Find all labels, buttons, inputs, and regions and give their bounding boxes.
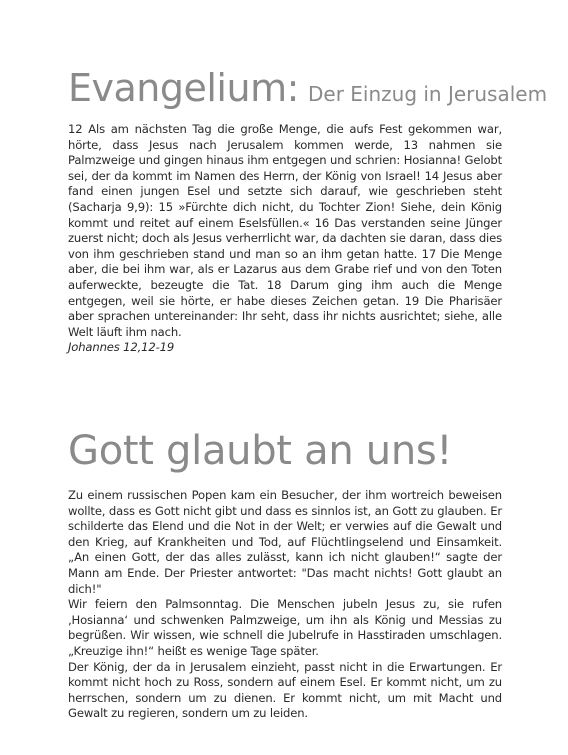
- reflection-paragraph: Der König, der da in Jerusalem einzieht, passt nicht in die Erwartungen. Er kommt nicht hoch zu Ross, sondern auf einem Esel. Er kommt nicht, um zu herrschen, sondern um zu dienen. Er kommt nicht, um mit Macht und Gewalt zu regieren, sondern um zu leiden.: [68, 659, 502, 721]
- reflection-paragraph: Zu einem russischen Popen kam ein Besucher, der ihm wortreich beweisen wollte, dass es Gott nicht gibt und dass es sinnlos ist, an Gott zu glauben. Er schilderte das Elend und die Not in der Welt; er verwies auf die Gewalt und den Krieg, auf Krankheiten und Tod, auf Flüchtlingselend und Einsamkeit. „An einen Gott, der das alles zulässt, kann ich nicht glauben!“ sagte der Mann am Ende. Der Priester antwortet: "Das macht nichts! Gott glaubt an dich!": [68, 488, 502, 596]
- gospel-title: Evangelium:: [68, 66, 299, 110]
- gospel-body: [68, 122, 502, 356]
- reflection-title: Gott glaubt an uns!: [68, 428, 453, 474]
- gospel-text: 12 Als am nächsten Tag die große Menge, die aufs Fest gekommen war, hörte, dass Jesus nach Jerusalem kommen werde, 13 nahmen sie Palmzweige und gingen hinaus ihm entgegen und schrien: Hosianna! Gelobt sei, der da kommt im Namen des Herrn, der König von Israel! 14 Jesus aber fand einen jungen Esel und setzte sich darauf, wie geschrieben steht (Sacharja 9,9): 15 »Fürchte dich nicht, du Tochter Zion! Siehe, dein König kommt und reitet auf einem Eselsfüllen.« 16 Das verstanden seine Jünger zuerst nicht; doch als Jesus verherrlicht war, da dachten sie daran, dass dies von ihm geschrieben stand und man so an ihm getan hatte. 17 Die Menge aber, die bei ihm war, als er Lazarus aus dem Grabe rief und von den Toten auferweckte, bezeugte die Tat. 18 Darum ging ihm auch die Menge entgegen, weil sie hörte, er habe dieses Zeichen getan. 19 Die Pharisäer aber sprachen untereinander: Ihr seht, dass ihr nichts ausrichtet; siehe, alle Welt läuft ihm nach.: [68, 122, 502, 339]
- reflection-body: [68, 488, 502, 722]
- reflection-paragraph: Wir feiern den Palmsonntag. Die Menschen jubeln Jesus zu, sie rufen ‚Hosianna‘ und schwenken Palmzweige, um ihn als König und Messias zu begrüßen. Wir wissen, wie schnell die Jubelrufe in Hasstiraden umschlagen. „Kreuzige ihn!“ heißt es wenige Tage später.: [68, 597, 502, 658]
- gospel-heading: [68, 66, 547, 110]
- gospel-reference: Johannes 12,12-19: [68, 340, 175, 355]
- gospel-subtitle: Der Einzug in Jerusalem: [307, 82, 548, 106]
